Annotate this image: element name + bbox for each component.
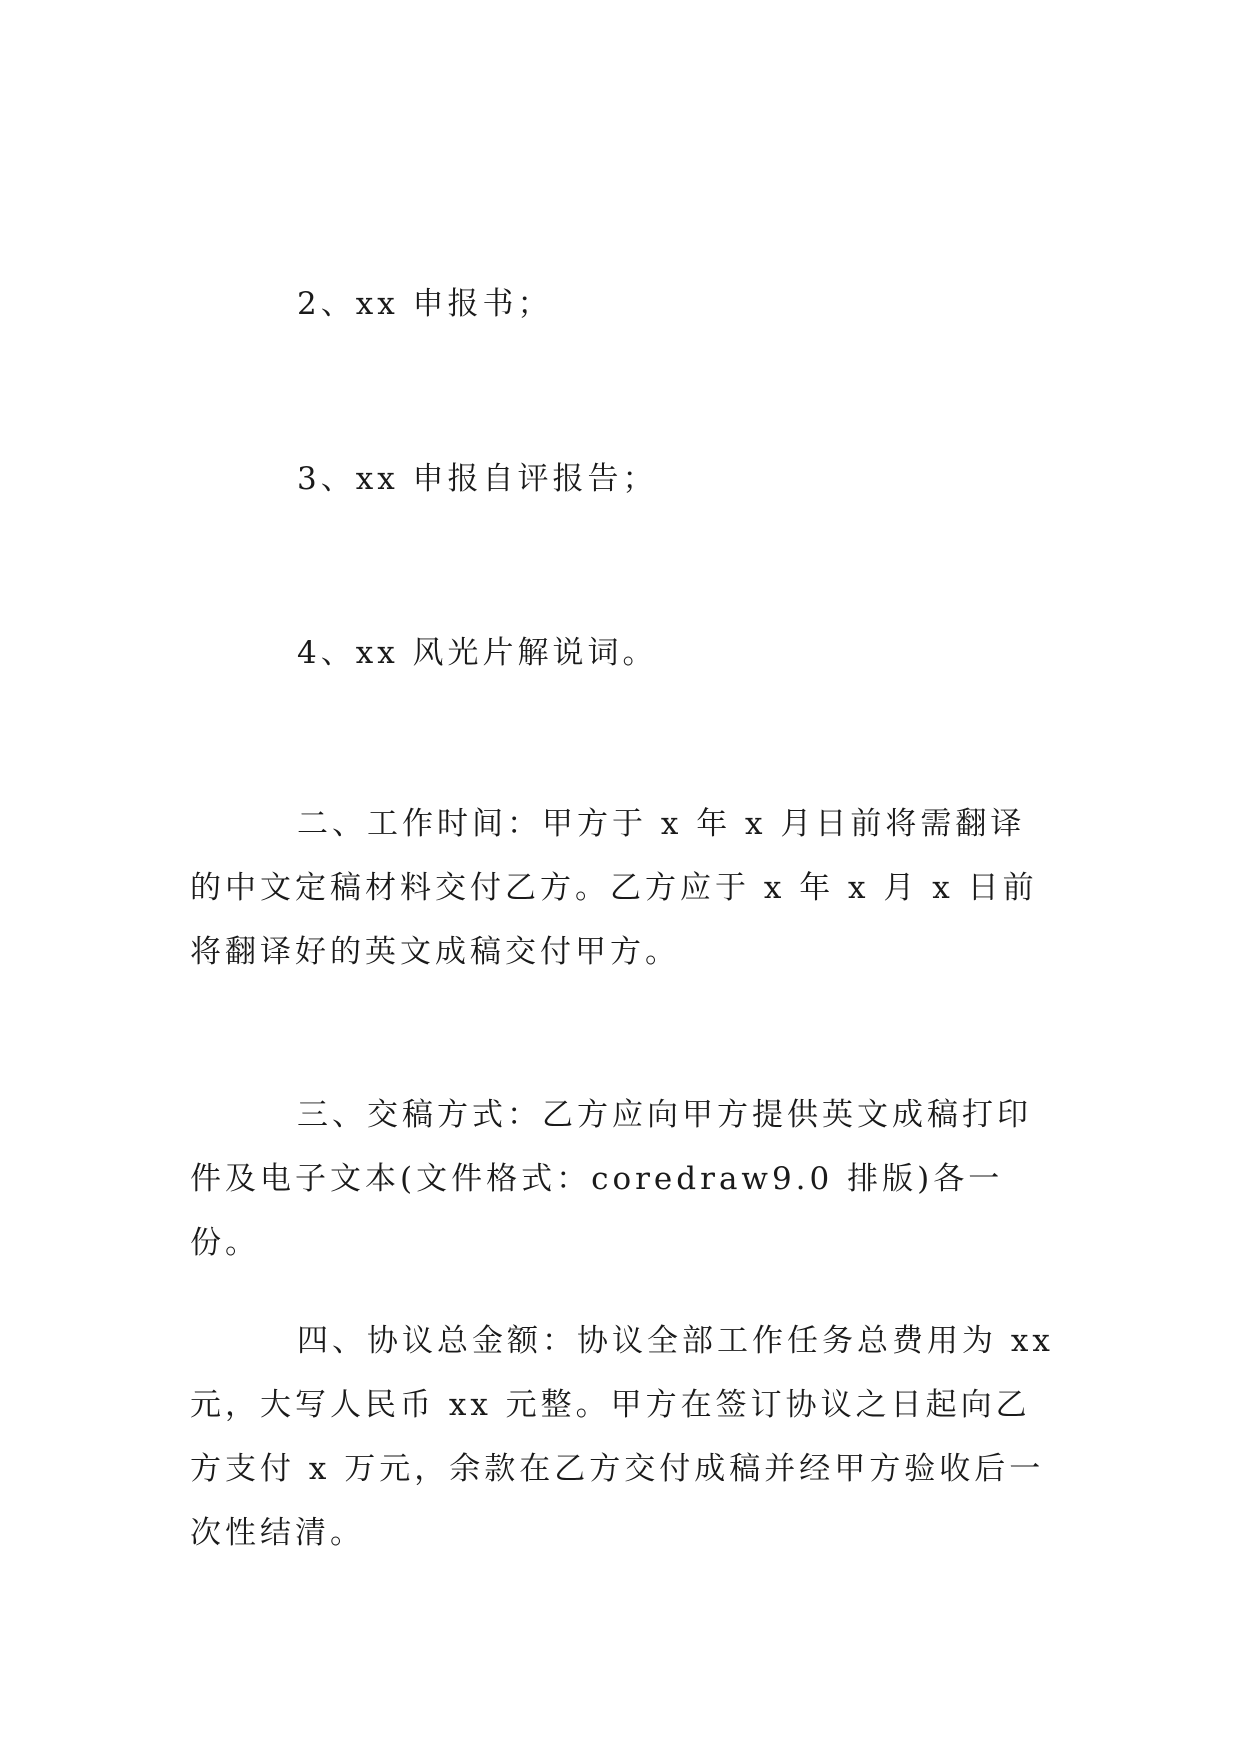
list-item-materials-4: 4、xx 风光片解说词。: [297, 635, 658, 671]
paragraph-delivery-method: 三、交稿方式：乙方应向甲方提供英文成稿打印件及电子文本(文件格式：coredraw9.0 排版)各一份。: [190, 1097, 1032, 1261]
list-item-materials-2: 2、xx 申报书；: [297, 286, 553, 322]
paragraph-total-amount: 四、协议总金额：协议全部工作任务总费用为 xx 元，大写人民币 xx 元整。甲方在签订协议之日起向乙方支付 x 万元，余款在乙方交付成稿并经甲方验收后一次性结清。: [190, 1323, 1054, 1551]
paragraph-work-time: 二、工作时间：甲方于 x 年 x 月日前将需翻译的中文定稿材料交付乙方。乙方应于 x 年 x 月 x 日前将翻译好的英文成稿交付甲方。: [190, 806, 1038, 970]
list-item-materials-3: 3、xx 申报自评报告；: [297, 461, 658, 497]
